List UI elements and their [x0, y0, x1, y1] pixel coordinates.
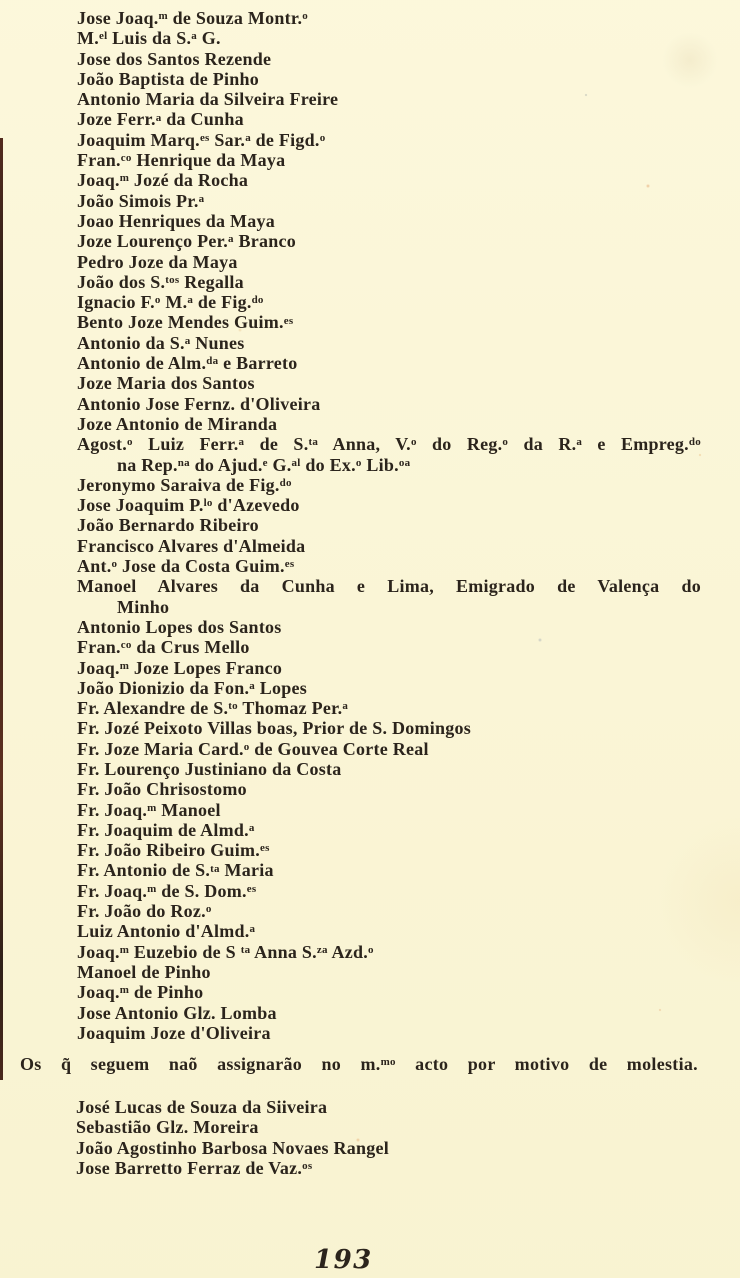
list-item: João Baptista de Pinho: [77, 68, 260, 89]
list-item: Joao Henriques da Maya: [77, 210, 276, 231]
list-item: Fr. Alexandre de S.$^{to}$ Thomaz Per.$^a$: [77, 698, 349, 719]
list-item: Joze Maria dos Santos: [77, 373, 255, 394]
list-item: Fr. Joze Maria Card.$^o$ de Gouvea Corte Real: [77, 738, 429, 759]
list-item: Fr. João do Roz.$^o$: [77, 901, 212, 922]
page-number: 193: [314, 1245, 373, 1275]
list-item: Manoel Alvares da Cunha e Lima, Emigrado de Valença do: [77, 576, 701, 597]
list-item: Antonio de Alm.$^{da}$ e Barreto: [77, 353, 298, 374]
list-item: Fr. Joaq.$^m$ de S. Dom.$^{es}$: [77, 880, 257, 901]
list-item: João Agostinho Barbosa Novaes Rangel: [76, 1137, 390, 1158]
list-item: João Simois Pr.$^a$: [77, 190, 205, 211]
list-item: Ignacio F.$^o$ M.$^a$ de Fig.$^{do}$: [77, 292, 264, 313]
scan-edge-artifact: [0, 138, 3, 1080]
list-item: Jose Antonio Glz. Lomba: [77, 1002, 277, 1023]
list-item: Minho: [117, 596, 170, 617]
list-item: Fr. Lourenço Justiniano da Costa: [77, 758, 342, 779]
list-item: Fr. Joaquim de Almd.$^a$: [77, 819, 255, 840]
list-item: Fr. Jozé Peixoto Villas boas, Prior de S. Domingos: [77, 718, 471, 739]
list-item: Joaquim Marq.$^{es}$ Sar.$^a$ de Figd.$^o$: [77, 129, 326, 150]
list-item: Bento Joze Mendes Guim.$^{es}$: [77, 312, 294, 333]
list-item: Pedro Joze da Maya: [77, 251, 238, 272]
list-item: Luiz Antonio d'Almd.$^a$: [77, 921, 256, 942]
list-item: Joaq.$^m$ Joze Lopes Franco: [77, 657, 283, 678]
list-item: Francisco Alvares d'Almeida: [77, 535, 306, 556]
list-item: Jose Joaquim P.$^{lo}$ d'Azevedo: [77, 495, 300, 516]
list-item: Joaq.$^m$ Euzebio de S $^{ta}$ Anna S.$^{za}$ Azd.$^o$: [77, 941, 374, 962]
list-item: João Dionizio da Fon.$^a$ Lopes: [77, 677, 308, 698]
list-item: Fr. Antonio de S.$^{ta}$ Maria: [77, 860, 274, 881]
list-item: Jose Joaq.$^m$ de Souza Montr.$^o$: [77, 8, 308, 28]
list-item: na Rep.$^{na}$ do Ajud.$^e$ G.$^{al}$ do Ex.$^o$ Lib.$^{oa}$: [117, 454, 411, 475]
list-item: Fran.$^{co}$ da Crus Mello: [77, 637, 250, 658]
list-item: Joze Lourenço Per.$^a$ Branco: [77, 231, 296, 252]
list-item: Antonio Maria da Silveira Freire: [77, 89, 339, 110]
list-item: Sebastião Glz. Moreira: [76, 1117, 259, 1138]
list-item: M.$^{el}$ Luis da S.$^a$ G.: [77, 28, 221, 49]
list-item: João dos S.$^{tos}$ Regalla: [77, 271, 244, 292]
list-item: Fran.$^{co}$ Henrique da Maya: [77, 150, 286, 171]
list-item: Jeronymo Saraiva de Fig.$^{do}$: [77, 474, 292, 495]
list-item: Ant.$^o$ Jose da Costa Guim.$^{es}$: [77, 556, 295, 577]
list-item: Joze Ferr.$^a$ da Cunha: [77, 109, 244, 130]
list-item: Antonio da S.$^a$ Nunes: [77, 332, 245, 353]
list-item: João Bernardo Ribeiro: [77, 515, 259, 536]
list-item: Manoel de Pinho: [77, 961, 211, 982]
list-item: Fr. Joaq.$^m$ Manoel: [77, 799, 221, 820]
late-signers-list: [76, 1097, 676, 1178]
list-item: Agost.$^o$ Luiz Ferr.$^a$ de S.$^{ta}$ Anna, V.$^o$ do Reg.$^o$ da R.$^a$ e Empreg.$^{do}$: [77, 434, 702, 455]
note-paragraph: Os q̃ seguem naõ assignarão no m.$^{mo}$ acto por motivo de molestia.: [20, 1054, 698, 1074]
list-item: Antonio Jose Fernz. d'Oliveira: [77, 393, 321, 414]
list-item: Jose Barretto Ferraz de Vaz.$^{os}$: [76, 1157, 313, 1178]
signers-list: [77, 8, 727, 1043]
list-item: Jose dos Santos Rezende: [77, 48, 272, 69]
list-item: Joaq.$^m$ de Pinho: [77, 982, 204, 1003]
list-item: Joaquim Joze d'Oliveira: [77, 1022, 271, 1043]
list-item: Fr. João Ribeiro Guim.$^{es}$: [77, 840, 270, 861]
list-item: José Lucas de Souza da Siiveira: [76, 1097, 328, 1117]
list-item: Fr. João Chrisostomo: [77, 779, 247, 800]
list-item: Joze Antonio de Miranda: [77, 413, 278, 434]
list-item: Antonio Lopes dos Santos: [77, 616, 282, 637]
list-item: Joaq.$^m$ Jozé da Rocha: [77, 170, 249, 191]
